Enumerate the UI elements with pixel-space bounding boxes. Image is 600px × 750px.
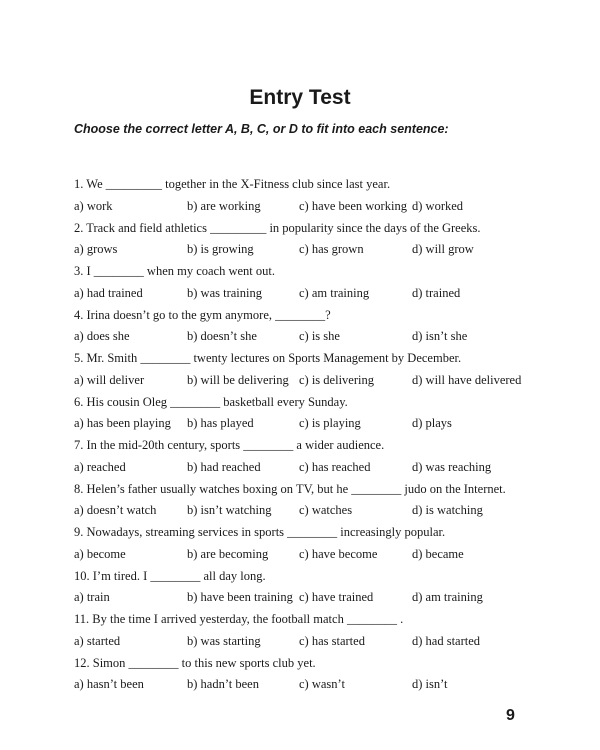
question-item	[74, 435, 544, 479]
option-b: b) was starting	[187, 633, 261, 648]
question-item	[74, 566, 544, 610]
option-b: b) is growing	[187, 242, 254, 257]
option-d: d) worked	[412, 198, 464, 213]
option-c: c) watches	[299, 503, 353, 518]
option-d: d) isn’t she	[412, 329, 468, 344]
question-text: 11. By the time I arrived yesterday, the football match ________ .	[74, 612, 404, 626]
question-item	[74, 609, 544, 653]
question-text: 7. In the mid-20th century, sports ________ a wider audience.	[74, 438, 385, 452]
option-a: a) reached	[74, 459, 126, 474]
option-c: c) is she	[299, 329, 340, 344]
option-b: b) has played	[187, 416, 254, 431]
answer-options	[74, 587, 544, 609]
question-item	[74, 174, 544, 218]
option-d: d) became	[412, 546, 464, 561]
question-text: 2. Track and field athletics _________ in popularity since the days of the Greeks.	[74, 220, 481, 235]
instruction: Choose the correct letter A, B, C, or D to fit into each sentence:	[74, 122, 449, 136]
option-d: d) is watching	[412, 503, 483, 518]
question-item	[74, 653, 544, 697]
question-item	[74, 305, 544, 349]
option-a: a) had trained	[74, 285, 143, 300]
option-a: a) become	[74, 546, 126, 561]
option-c: c) has reached	[299, 459, 371, 474]
question-item	[74, 348, 544, 392]
answer-options	[74, 370, 544, 392]
option-c: c) wasn’t	[299, 677, 345, 692]
answer-options	[74, 283, 544, 305]
option-a: a) hasn’t been	[74, 677, 144, 692]
question-item	[74, 392, 544, 436]
option-b: b) isn’t watching	[187, 503, 272, 518]
option-c: c) have been working	[299, 198, 407, 213]
question-text: 12. Simon ________ to this new sports club yet.	[74, 655, 316, 670]
option-b: b) hadn’t been	[187, 677, 259, 692]
option-d: d) isn’t	[412, 677, 448, 692]
option-d: d) plays	[412, 416, 452, 431]
answer-options	[74, 631, 544, 653]
option-d: d) had started	[412, 633, 481, 648]
question-text: 3. I ________ when my coach went out.	[74, 264, 276, 278]
question-text: 10. I’m tired. I ________ all day long.	[74, 568, 266, 583]
option-b: b) are becoming	[187, 546, 269, 561]
answer-options	[74, 674, 544, 696]
option-d: d) was reaching	[412, 459, 492, 474]
question-text: 9. Nowadays, streaming services in sports ________ increasingly popular.	[74, 525, 446, 539]
answer-options	[74, 544, 544, 566]
option-d: d) will grow	[412, 242, 474, 257]
option-d: d) will have delivered	[412, 372, 522, 387]
option-b: b) had reached	[187, 459, 261, 474]
question-text: 8. Helen’s father usually watches boxing on TV, but he ________ judo on the Internet.	[74, 481, 506, 496]
option-b: b) have been training	[187, 590, 293, 605]
question-text: 1. We _________ together in the X-Fitness club since last year.	[74, 177, 391, 191]
answer-options	[74, 500, 544, 522]
question-list	[74, 174, 544, 696]
question-item	[74, 479, 544, 523]
question-item	[74, 218, 544, 262]
answer-options	[74, 239, 544, 261]
option-b: b) are working	[187, 198, 261, 213]
option-a: a) train	[74, 590, 110, 605]
page-number: 9	[506, 707, 515, 724]
option-c: c) is playing	[299, 416, 361, 431]
option-b: b) will be delivering	[187, 372, 289, 387]
question-text: 4. Irina doesn’t go to the gym anymore, ________?	[74, 307, 331, 322]
option-a: a) does she	[74, 329, 130, 344]
question-text: 5. Mr. Smith ________ twenty lectures on Sports Management by December.	[74, 351, 462, 365]
option-a: a) grows	[74, 242, 118, 257]
option-a: a) will deliver	[74, 372, 145, 387]
option-c: c) is delivering	[299, 372, 374, 387]
page-title: Entry Test	[249, 86, 351, 109]
option-a: a) work	[74, 198, 113, 213]
option-b: b) was training	[187, 285, 262, 300]
question-text: 6. His cousin Oleg ________ basketball every Sunday.	[74, 394, 348, 409]
option-c: c) am training	[299, 285, 370, 300]
option-c: c) have trained	[299, 590, 374, 605]
question-item	[74, 261, 544, 305]
answer-options	[74, 196, 544, 218]
option-a: a) doesn’t watch	[74, 503, 157, 518]
option-a: a) started	[74, 633, 121, 648]
option-d: d) trained	[412, 285, 461, 300]
option-c: c) has grown	[299, 242, 364, 257]
option-c: c) have become	[299, 546, 378, 561]
question-item	[74, 522, 544, 566]
answer-options	[74, 457, 544, 479]
option-b: b) doesn’t she	[187, 329, 257, 344]
answer-options	[74, 413, 544, 435]
option-d: d) am training	[412, 590, 483, 605]
option-c: c) has started	[299, 633, 365, 648]
answer-options	[74, 326, 544, 348]
option-a: a) has been playing	[74, 416, 171, 431]
